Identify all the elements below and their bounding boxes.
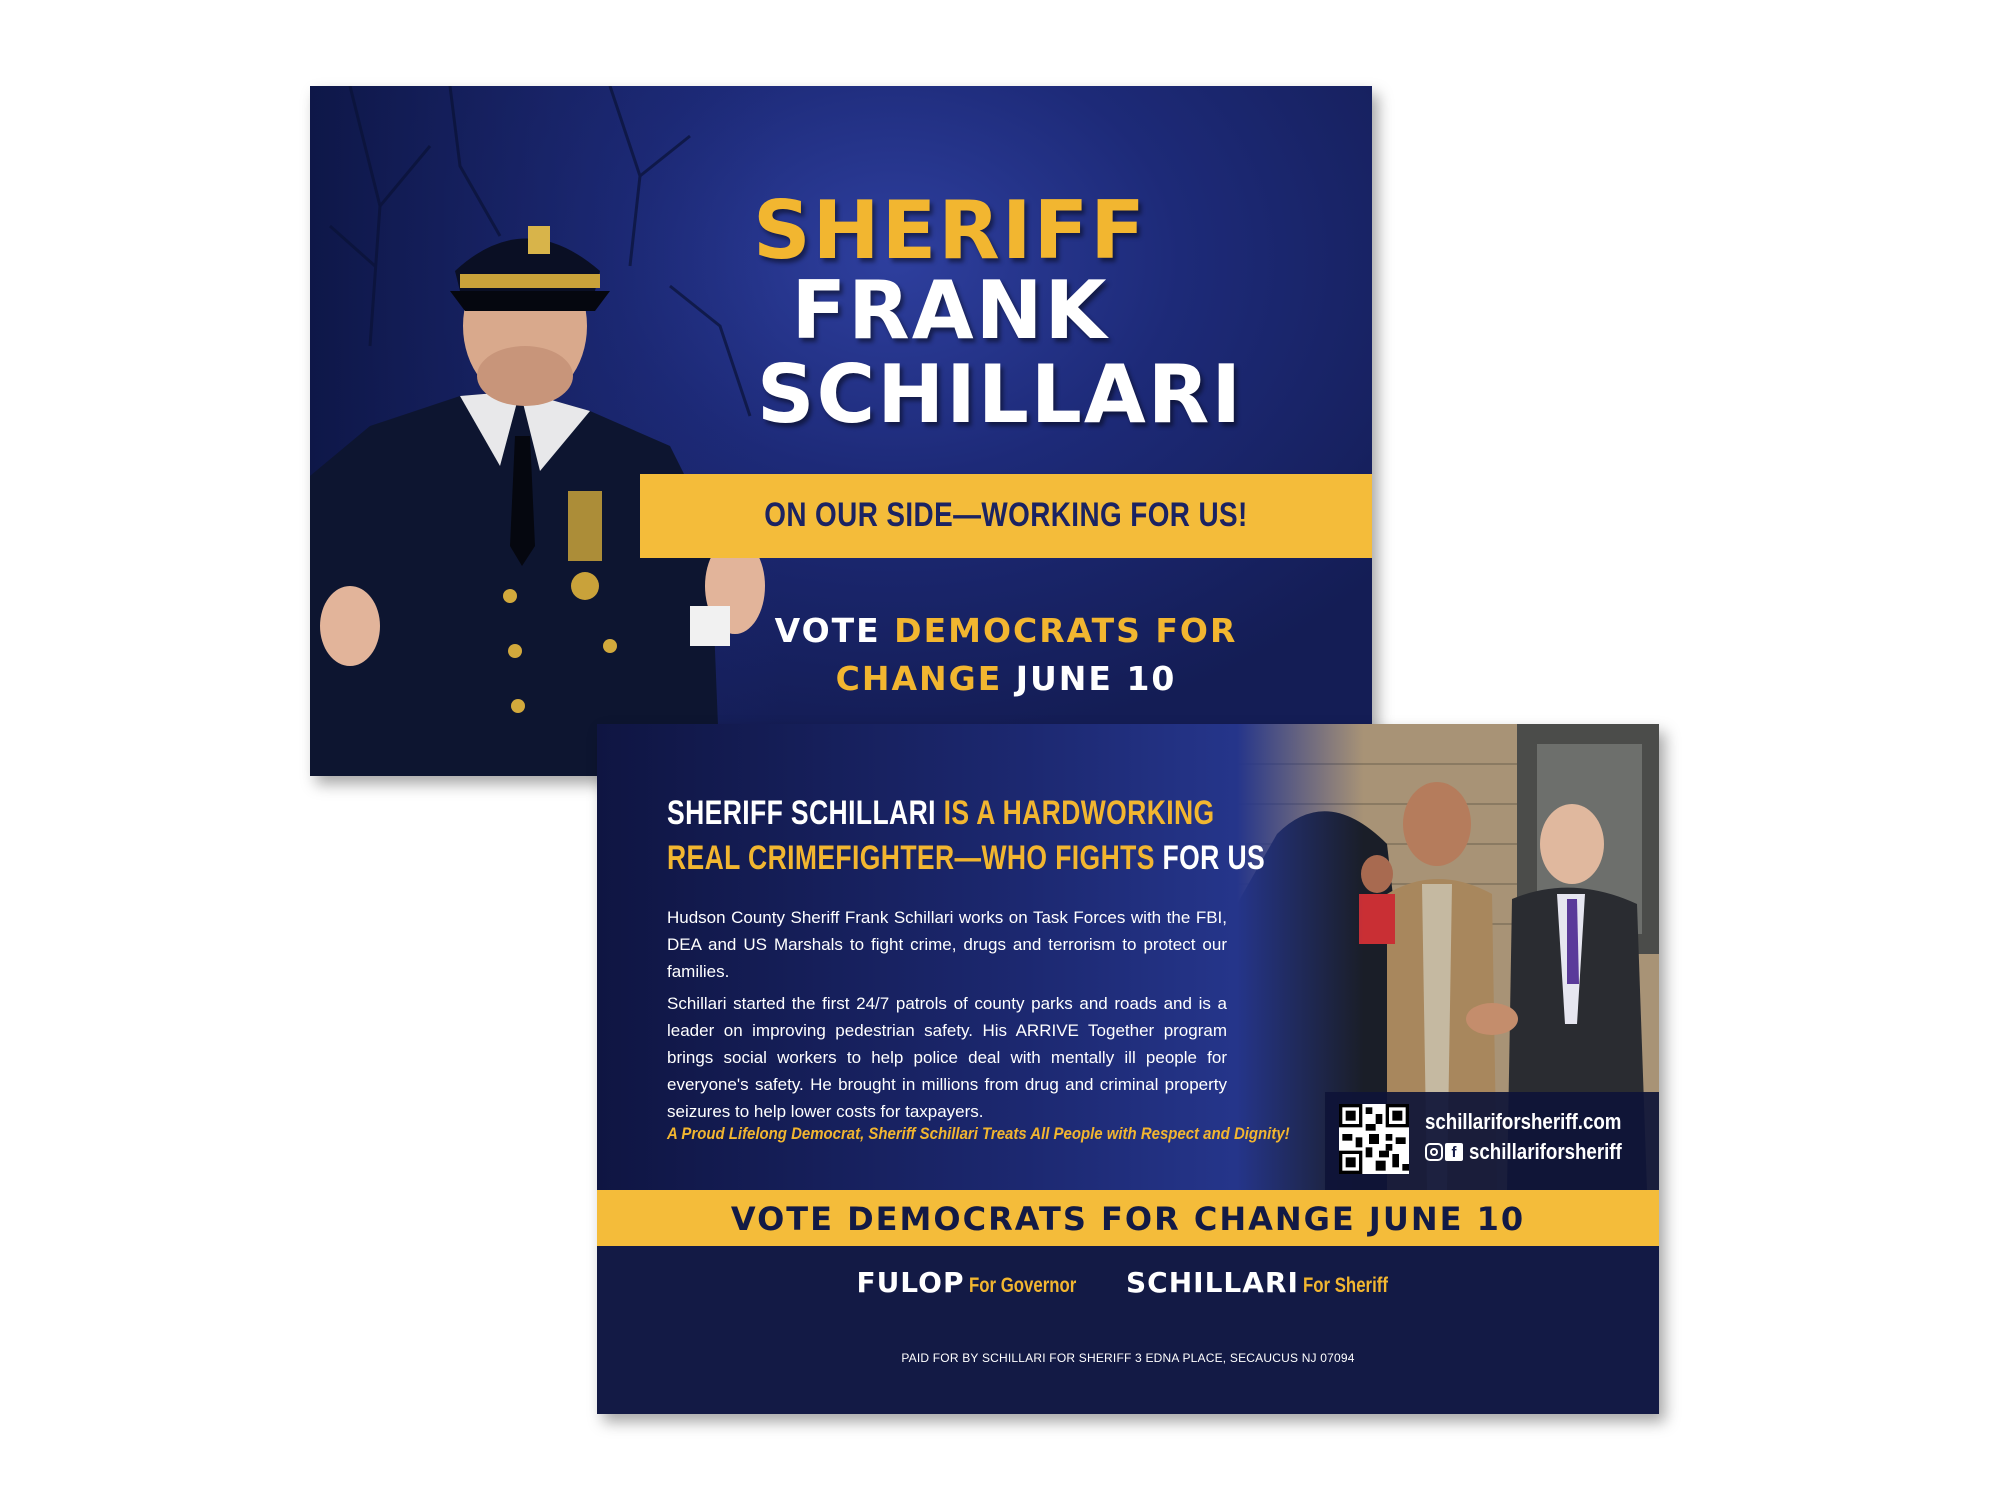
back-headline-2-yellow: REAL CRIMEFIGHTER—WHO FIGHTS [667, 839, 1155, 877]
candidate-ticket [597, 1266, 1659, 1299]
social-handle[interactable]: schillariforsheriff [1469, 1139, 1622, 1164]
back-headline-1-white: SHERIFF SCHILLARI [667, 794, 936, 832]
candidate-schillari: SCHILLARI [1126, 1266, 1299, 1299]
front-mailer-card [310, 86, 1372, 776]
headline-sheriff: SHERIFF [753, 184, 1147, 277]
headline-last-name: SCHILLARI [756, 348, 1244, 441]
body-paragraph-1: Hudson County Sheriff Frank Schillari works on Task Forces with the FBI, DEA and US Marshals to fight crime, drugs and terrorism to protect our families. [667, 908, 1227, 981]
instagram-icon[interactable] [1425, 1143, 1443, 1161]
change-text: CHANGE [835, 659, 1003, 698]
vote-word: VOTE [774, 611, 895, 650]
tagline: A Proud Lifelong Democrat, Sheriff Schillari Treats All People with Respect and Dignity! [667, 1124, 1290, 1143]
facebook-icon[interactable]: f [1445, 1143, 1463, 1161]
election-date-text: JUNE 10 [1002, 659, 1177, 698]
website-url[interactable]: schillariforsheriff.com [1425, 1109, 1622, 1134]
back-headline-2 [667, 839, 1265, 878]
headline-first-name: FRANK [791, 264, 1109, 357]
back-mailer-card [597, 724, 1659, 1414]
back-headline-1-yellow: IS A HARDWORKING [935, 794, 1215, 832]
body-paragraph-2: Schillari started the first 24/7 patrols of county parks and roads and is a leader on improving pedestrian safety. His ARRIVE Together program brings social workers to help police deal with mentally ill people for everyone's safety. He brought in millions from drug and criminal property seizures to help lower costs for taxpayers. [667, 994, 1227, 1121]
candidate-fulop: FULOP [856, 1266, 965, 1299]
back-headline-2-white: FOR US [1154, 839, 1266, 877]
office-governor: For Governor [968, 1274, 1077, 1297]
vote-band-text: VOTE DEMOCRATS FOR CHANGE JUNE 10 [730, 1200, 1526, 1238]
social-row [1425, 1139, 1649, 1165]
qr-code-icon[interactable] [1339, 1104, 1409, 1174]
slogan-band [640, 474, 1372, 558]
office-sheriff: For Sheriff [1303, 1274, 1389, 1297]
vote-band [597, 1190, 1659, 1246]
slogan-text: ON OUR SIDE—WORKING FOR US! [764, 496, 1248, 534]
paid-for-disclaimer: PAID FOR BY SCHILLARI FOR SHERIFF 3 EDNA PLACE, SECAUCUS NJ 07094 [901, 1351, 1355, 1365]
vote-line-1 [640, 611, 1372, 650]
vote-line-2 [640, 659, 1372, 698]
website-box [1325, 1092, 1659, 1190]
democrats-for-text: DEMOCRATS FOR [894, 611, 1238, 650]
back-headline-1 [667, 794, 1215, 833]
